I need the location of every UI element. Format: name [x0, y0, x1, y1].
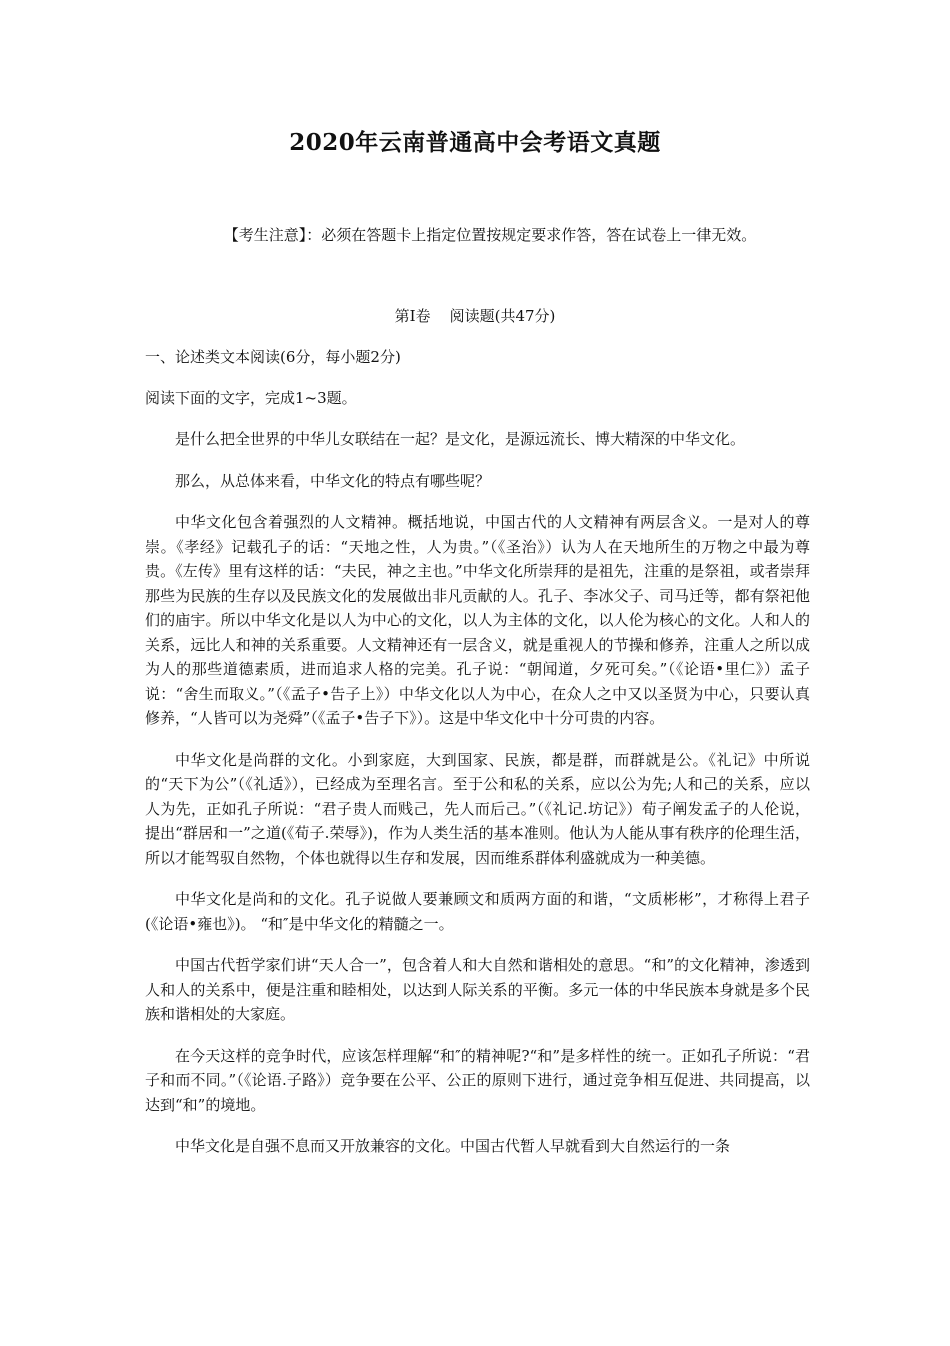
passage-paragraph: 在今天这样的竞争时代，应该怎样理解“和″的精神呢?“和”是多样性的统一。正如孔子所说：“君子和而不同。”（《论语.子路》）竞争要在公平、公正的原则下进行，通过竞争相互促进、共同提高，以达到“和”的境地。 — [145, 1046, 810, 1114]
document-title: 2020年云南普通高中会考语文真题 — [289, 129, 661, 156]
passage-paragraph: 中华文化是自强不息而又开放兼容的文化。中国古代暂人早就看到大自然运行的一条 — [175, 1137, 731, 1155]
passage-paragraph: 中国古代哲学家们讲“天人合一”，包含着人和大自然和谐相处的意思。“和”的文化精神，渗透到人和人的关系中，便是注重和睦相处，以达到人际关系的平衡。多元一体的中华民族本身就是多个民族和谐相处的大家庭。 — [145, 956, 810, 1023]
passage-paragraph: 中华文化是尚和的文化。孔子说做人要兼顾文和质两方面的和谐，“文质彬彬”，才称得上君子(《论语•雍也》)。 “和″是中华文化的精髓之一。 — [145, 890, 810, 933]
passage-paragraph: 是什么把全世界的中华儿女联结在一起？是文化，是源远流长、博大精深的中华文化。 — [175, 430, 746, 448]
passage-paragraph: 那么，从总体来看，中华文化的特点有哪些呢？ — [175, 471, 491, 490]
passage-paragraph: 中华文化是尚群的文化。小到家庭，大到国家、民族，都是群，而群就是公。《礼记》中所说的“天下为公”（《礼适》），已经成为至理名言。至于公和私的关系，应以公为先;人和己的关系，应以人为先，正如孔子所说：“君子贵人而贱己，先人而后己。”（《礼记.坊记》）荀子阐发孟子的人伦说，提出“群居和一”之道(《荀子.荣辱》)，作为人类生活的基本准则。他认为人能从事有秩序的伦理生活，所以才能驾驭自然物，个体也就得以生存和发展，因而维系群体利盛就成为一种美德。 — [145, 750, 810, 867]
reading-passage — [145, 427, 810, 1176]
reading-instruction: 阅读下面的文字，完成1~3题。 — [145, 389, 357, 407]
part-heading: 一、论述类文本阅读(6分，每小题2分) — [145, 348, 401, 366]
candidate-notice: 【考生注意】：必须在答题卡上指定位置按规定要求作答，答在试卷上一律无效。 — [223, 226, 757, 244]
passage-paragraph: 中华文化包含着强烈的人文精神。概括地说，中国古代的人文精神有两层含义。一是对人的尊崇。《孝经》记载孔子的话：“天地之性，人为贵。”（《圣治》）认为人在天地所生的万物之中最为尊贵。《左传》里有这样的话：“夫民，神之主也。”中华文化所崇拜的是祖先，注重的是祭祖，或者崇拜那些为民族的生存以及民族文化的发展做出非凡贡献的人。孔子、李冰父子、司马迁等，都有祭祀他们的庙宇。所以中华文化是以人为中心的文化，以人为主体的文化，以人伦为核心的文化。人和人的关系，远比人和神的关系重要。人文精神还有一层含义，就是重视人的节操和修养，注重人之所以成为人的那些道德素质，进而追求人格的完美。孔子说：“朝闻道，夕死可矣。”（《论语•里仁》）孟子说：“舍生而取义。”（《孟子•告子上》）中华文化以人为中心，在众人之中又以圣贤为中心，只要认真修养，“人皆可以为尧舜”（《孟子•告子下》）。这是中华文化中十分可贵的内容。 — [145, 513, 810, 727]
section-title: 第Ⅰ卷 阅读题(共47分) — [394, 307, 556, 325]
